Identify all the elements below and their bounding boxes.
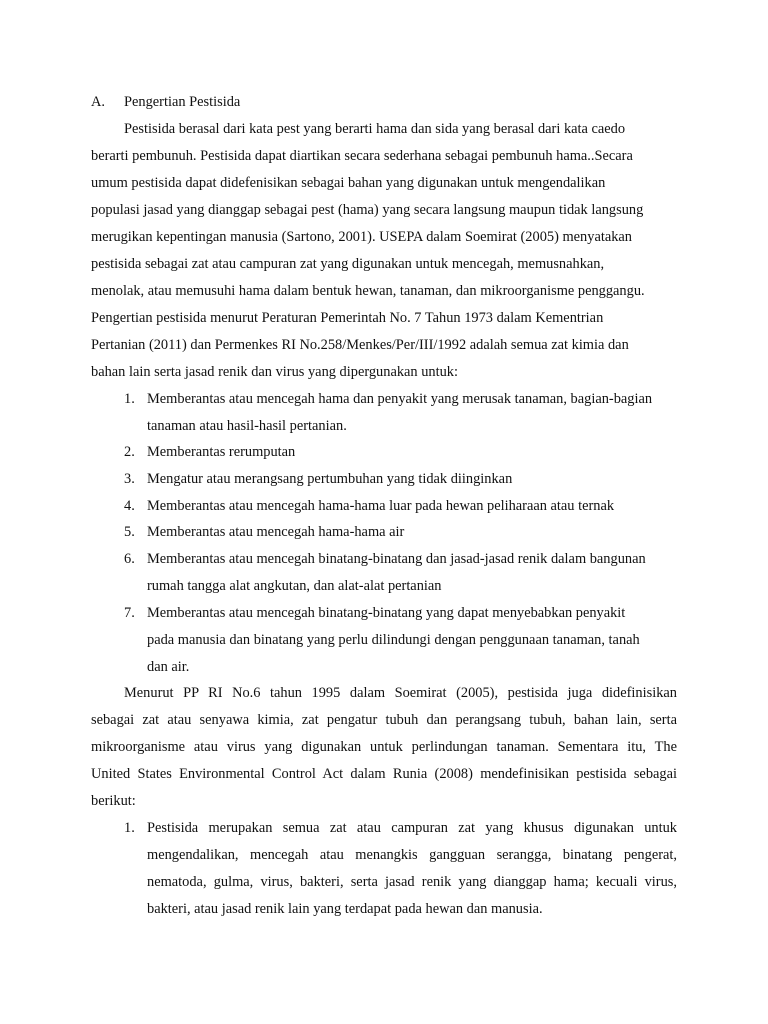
list-item-line: tanaman atau hasil-hasil pertanian.	[147, 418, 347, 434]
list-item-line: Mengatur atau merangsang pertumbuhan yang tidak diinginkan	[147, 471, 513, 487]
list-item-line: Memberantas atau mencegah binatang-binatang dan jasad-jasad renik dalam bangunan	[147, 551, 646, 567]
list-number: 6.	[124, 551, 135, 567]
list-item-line: mengendalikan, mencegah atau menangkis gangguan serangga, binatang pengerat,	[147, 847, 677, 863]
list-item-line: rumah tangga alat angkutan, dan alat-alat pertanian	[147, 578, 442, 594]
paragraph-line: mikroorganisme atau virus yang digunakan untuk perlindungan tanaman. Sementara itu, The	[91, 739, 677, 755]
paragraph-line: Pengertian pestisida menurut Peraturan Pemerintah No. 7 Tahun 1973 dalam Kementrian	[91, 310, 604, 326]
paragraph-line: berarti pembunuh. Pestisida dapat diartikan secara sederhana sebagai pembunuh hama..Secara	[91, 148, 633, 164]
paragraph-line: Pestisida berasal dari kata pest yang berarti hama dan sida yang berasal dari kata caedo	[124, 121, 626, 137]
paragraph-line: United States Environmental Control Act dalam Runia (2008) mendefinisikan pestisida sebagai	[91, 766, 677, 782]
list-number: 5.	[124, 524, 135, 540]
section-title: Pengertian Pestisida	[124, 94, 241, 110]
paragraph-line: umum pestisida dapat didefenisikan sebagai bahan yang digunakan untuk mengendalikan	[91, 175, 606, 191]
list-item-line: pada manusia dan binatang yang perlu dilindungi dengan penggunaan tanaman, tanah	[147, 632, 640, 648]
list-number: 2.	[124, 444, 135, 460]
list-item-line: nematoda, gulma, virus, bakteri, serta jasad renik yang dianggap hama; kecuali virus,	[147, 874, 677, 890]
paragraph-line: berikut:	[91, 793, 136, 809]
list-number: 7.	[124, 605, 135, 621]
paragraph-line: Pertanian (2011) dan Permenkes RI No.258/Menkes/Per/III/1992 adalah semua zat kimia dan	[91, 337, 629, 353]
paragraph-line: Menurut PP RI No.6 tahun 1995 dalam Soemirat (2005), pestisida juga didefinisikan	[124, 685, 677, 701]
list-item-line: dan air.	[147, 659, 190, 675]
list-item-line: Pestisida merupakan semua zat atau campuran zat yang khusus digunakan untuk	[147, 820, 677, 836]
paragraph-line: menolak, atau memusuhi hama dalam bentuk hewan, tanaman, dan mikroorganisme penggangu.	[91, 283, 645, 299]
list-item-line: Memberantas atau mencegah binatang-binatang yang dapat menyebabkan penyakit	[147, 605, 626, 621]
paragraph-line: bahan lain serta jasad renik dan virus yang dipergunakan untuk:	[91, 364, 458, 380]
list-number: 1.	[124, 391, 135, 407]
list-item-line: Memberantas atau mencegah hama-hama luar pada hewan peliharaan atau ternak	[147, 498, 615, 514]
list-item-line: bakteri, atau jasad renik lain yang terdapat pada hewan dan manusia.	[147, 901, 543, 917]
section-marker: A.	[91, 94, 105, 110]
paragraph-line: merugikan kepentingan manusia (Sartono, 2001). USEPA dalam Soemirat (2005) menyatakan	[91, 229, 633, 245]
list-number: 1.	[124, 820, 135, 836]
list-number: 3.	[124, 471, 135, 487]
list-item-line: Memberantas atau mencegah hama dan penyakit yang merusak tanaman, bagian-bagian	[147, 391, 653, 407]
paragraph-line: populasi jasad yang dianggap sebagai pest (hama) yang secara langsung maupun tidak langsung	[91, 202, 644, 218]
paragraph-line: sebagai zat atau senyawa kimia, zat pengatur tubuh dan perangsang tubuh, bahan lain, serta	[91, 712, 677, 728]
paragraph-line: pestisida sebagai zat atau campuran zat yang digunakan untuk mencegah, memusnahkan,	[91, 256, 605, 272]
list-item-line: Memberantas atau mencegah hama-hama air	[147, 524, 405, 540]
list-number: 4.	[124, 498, 135, 514]
list-item-line: Memberantas rerumputan	[147, 444, 296, 460]
